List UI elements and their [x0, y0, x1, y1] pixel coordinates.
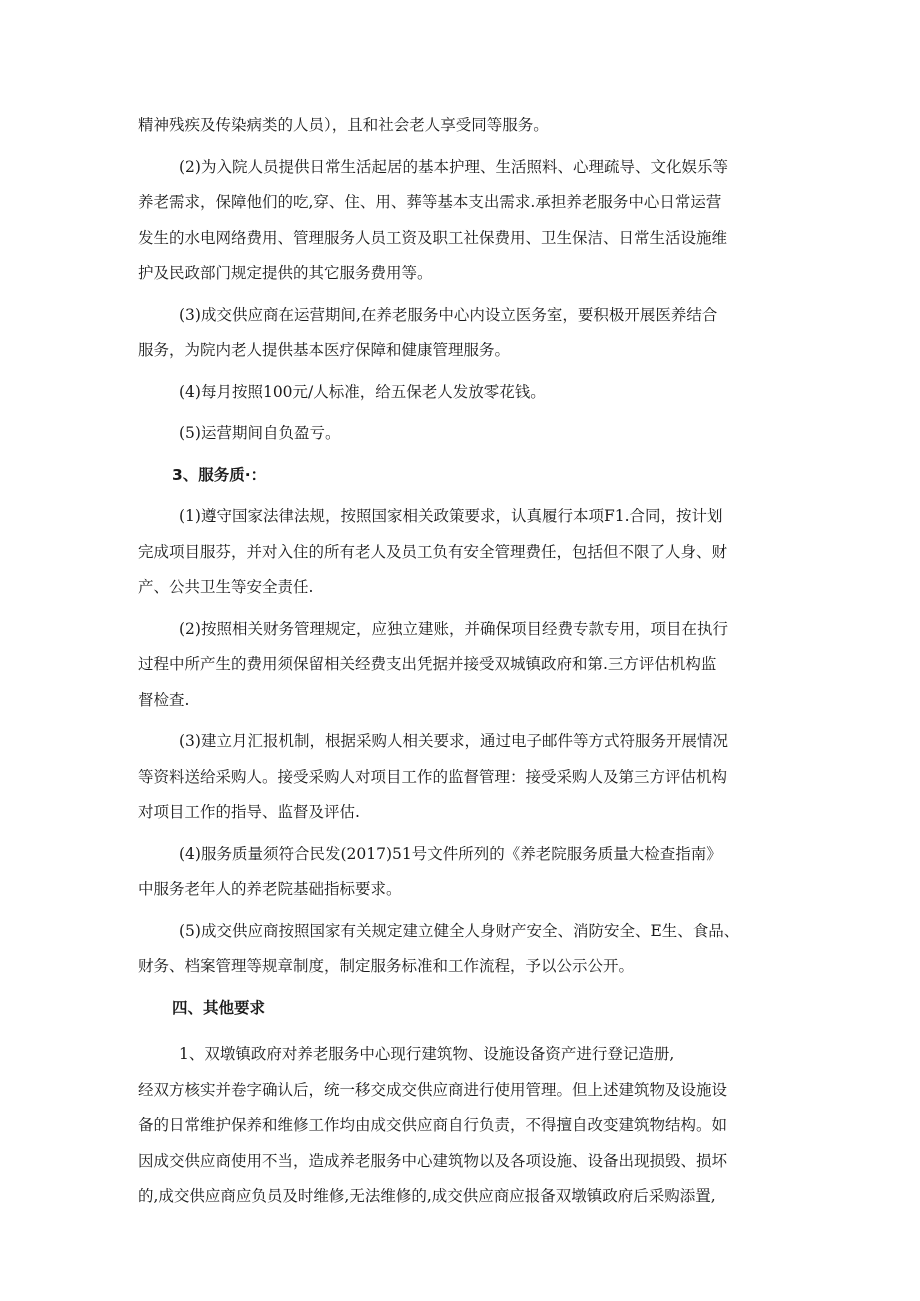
text-line: (5)成交供应商按照国家有关规定建立健全人身财产安全、消防安全、E生、食品、 — [179, 921, 740, 940]
text-line: 1、双墩镇政府对养老服务中心现行建筑物、设施设备资产进行登记造册, — [179, 1045, 675, 1063]
text-line: (4)每月按照100元/人标准，给五保老人发放零花钱。 — [179, 382, 546, 401]
text-line: (3)成交供应商在运营期间,在养老服务中心内设立医务室，要积极开展医养结合 — [179, 305, 718, 324]
section-heading-service-quality: 3、服务质·： — [172, 465, 267, 484]
text-line: 护及民政部门规定提供的其它服务费用等。 — [138, 264, 433, 282]
text-line: 等资料送给采购人。接受采购人对项目工作的监督管理：接受采购人及第三方评估机构 — [138, 767, 728, 786]
text-line: 督检查. — [138, 690, 190, 709]
text-line: 发生的水电网络费用、管理服务人员工资及职工社保费用、卫生保洁、日常生活设施维 — [138, 228, 728, 247]
text-line: 备的日常维护保养和维修工作均由成交供应商自行负责，不得擅自改变建筑物结构。如 — [138, 1116, 728, 1134]
section-heading-other-requirements: 四、其他要求 — [172, 998, 266, 1017]
text-line: (2)按照相关财务管理规定，应独立建账，并确保项目经费专款专用，项目在执行 — [179, 619, 728, 638]
text-line: 经双方核实并卷字确认后，统一移交成交供应商进行使用管理。但上述建筑物及设施设 — [138, 1080, 728, 1099]
paragraph-quality-3 — [138, 724, 786, 831]
text-line: 过程中所产生的费用须保留相关经费支出凭据并接受双城镇政府和第.三方评估机构监 — [138, 655, 717, 673]
paragraph-quality-2 — [138, 612, 786, 719]
text-line: 的,成交供应商应负员及时维修,无法维修的,成交供应商应报备双墩镇政府后采购添置, — [138, 1187, 716, 1205]
text-line: 完成项目服芬，并对入住的所有老人及员工负有安全管理费任，包括但不限了人身、财 — [138, 542, 728, 561]
paragraph-other-1 — [138, 1037, 786, 1215]
paragraph-continuation — [138, 108, 786, 144]
text-line: (2)为入院人员提供日常生活起居的基本护理、生活照料、心理疏导、文化娱乐等 — [179, 157, 728, 176]
text-line: 服务，为院内老人提供基本医疗保障和健康管理服务。 — [138, 341, 511, 359]
text-line: (3)建立月汇报机制，根据采购人相关要求，通过电子邮件等方式符服务开展情况 — [179, 732, 728, 750]
text-line: 养老需求，保障他们的吃,穿、住、用、葬等基本支出需求.承担养老服务中心日常运营 — [138, 193, 722, 211]
paragraph-item-3 — [138, 298, 786, 369]
text-line: (4)服务质量须符合民发(2017)51号文件所列的《养老院服务质量大检查指南》 — [179, 844, 722, 863]
text-line: (5)运营期间自负盈亏。 — [179, 424, 341, 442]
paragraph-quality-5 — [138, 914, 786, 985]
text-line: 因成交供应商使用不当，造成养老服务中心建筑物以及各项设施、设备出现损毁、损坏 — [138, 1151, 728, 1170]
text-line: 对项目工作的指导、监督及评估. — [138, 803, 360, 821]
text-line: 产、公共卫生等安全责任. — [138, 578, 314, 596]
paragraph-item-5 — [138, 416, 786, 452]
paragraph-item-4 — [138, 375, 786, 411]
paragraph-item-2 — [138, 150, 786, 292]
document-body — [138, 108, 786, 1215]
text-line: 中服务老年人的养老院基础指标要求。 — [138, 880, 402, 898]
text-line: 财务、档案管理等规章制度，制定服务标准和工作流程，予以公示公开。 — [138, 957, 635, 975]
text-line: 精神残疾及传染病类的人员），且和社会老人享受同等服务。 — [138, 116, 549, 134]
text-line: (1)遵守国家法律法规，按照国家相关政策要求，认真履行本项F1.合同，按计划 — [179, 507, 723, 525]
paragraph-quality-4 — [138, 837, 786, 908]
paragraph-quality-1 — [138, 499, 786, 606]
